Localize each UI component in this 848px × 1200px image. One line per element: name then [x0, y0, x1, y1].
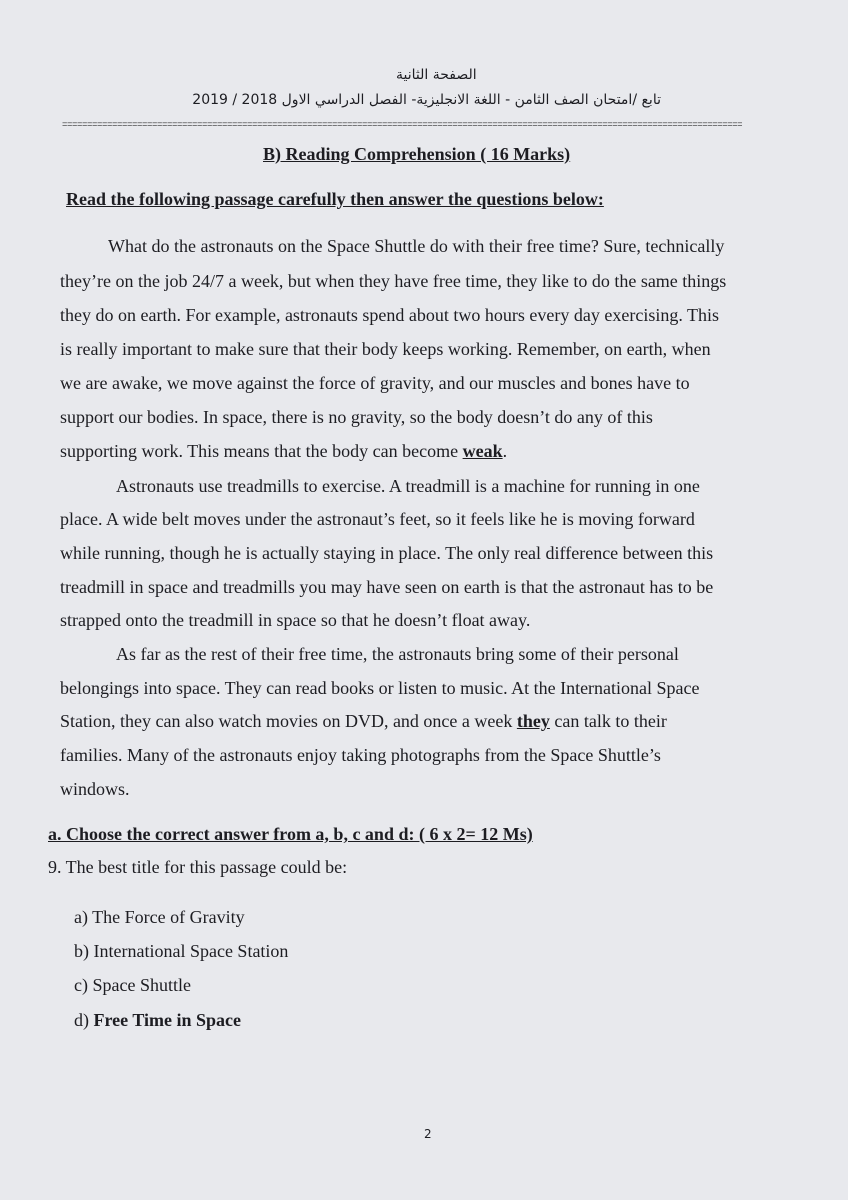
divider-rule: ======================================================================================================================================== [62, 121, 743, 129]
page-label: الصفحة الثانية [396, 67, 477, 83]
passage-line: we are awake, we move against the force of gravity, and our muscles and bones have to [60, 373, 690, 393]
passage-line [60, 441, 507, 462]
text: can talk to their [549, 711, 667, 731]
part-a-title: a. Choose the correct answer from a, b, c and d: ( 6 x 2= 12 Ms) [48, 824, 533, 844]
option-d [74, 1010, 241, 1031]
passage-line: What do the astronauts on the Space Shuttle do with their free time? Sure, technically [108, 236, 725, 256]
question-9: 9. The best title for this passage could be: [48, 857, 348, 877]
text: supporting work. This means that the body can become [60, 441, 463, 461]
passage-line [60, 711, 667, 732]
option-a: a) The Force of Gravity [74, 907, 245, 927]
passage-line: families. Many of the astronauts enjoy taking photographs from the Space Shuttle’s [60, 745, 661, 765]
passage-line: place. A wide belt moves under the astronaut’s feet, so it feels like he is moving forward [60, 509, 695, 529]
passage-line: they’re on the job 24/7 a week, but when they have free time, they like to do the same things [60, 271, 727, 291]
option-c: c) Space Shuttle [74, 975, 191, 995]
exam-header: تابع /امتحان الصف الثامن - اللغة الانجليزية- الفصل الدراسي الاول 2018 / 2019 [192, 92, 661, 108]
page-number: 2 [424, 1127, 432, 1141]
section-title: B) Reading Comprehension ( 16 Marks) [263, 144, 571, 164]
passage-line: Astronauts use treadmills to exercise. A treadmill is a machine for running in one [116, 476, 700, 496]
text: . [502, 441, 508, 461]
text: d) [74, 1010, 94, 1030]
emphasized-word: they [516, 711, 550, 731]
passage-line: belongings into space. They can read books or listen to music. At the International Space [60, 678, 700, 698]
passage-line: treadmill in space and treadmills you may have seen on earth is that the astronaut has to be [60, 577, 714, 597]
emphasized-word: weak [462, 441, 503, 461]
passage-line: is really important to make sure that their body keeps working. Remember, on earth, when [60, 339, 711, 359]
passage-line: they do on earth. For example, astronauts spend about two hours every day exercising. This [60, 305, 720, 325]
passage-line: strapped onto the treadmill in space so that he doesn’t float away. [60, 610, 531, 630]
passage-line: As far as the rest of their free time, the astronauts bring some of their personal [116, 644, 679, 664]
passage-line: while running, though he is actually staying in place. The only real difference between this [60, 543, 714, 563]
text: Station, they can also watch movies on DVD, and once a week [60, 711, 517, 731]
passage-line: windows. [60, 779, 130, 799]
option-b: b) International Space Station [74, 941, 289, 961]
instruction: Read the following passage carefully then answer the questions below: [66, 189, 604, 209]
selected-answer: Free Time in Space [93, 1010, 241, 1030]
passage-line: support our bodies. In space, there is no gravity, so the body doesn’t do any of this [60, 407, 653, 427]
